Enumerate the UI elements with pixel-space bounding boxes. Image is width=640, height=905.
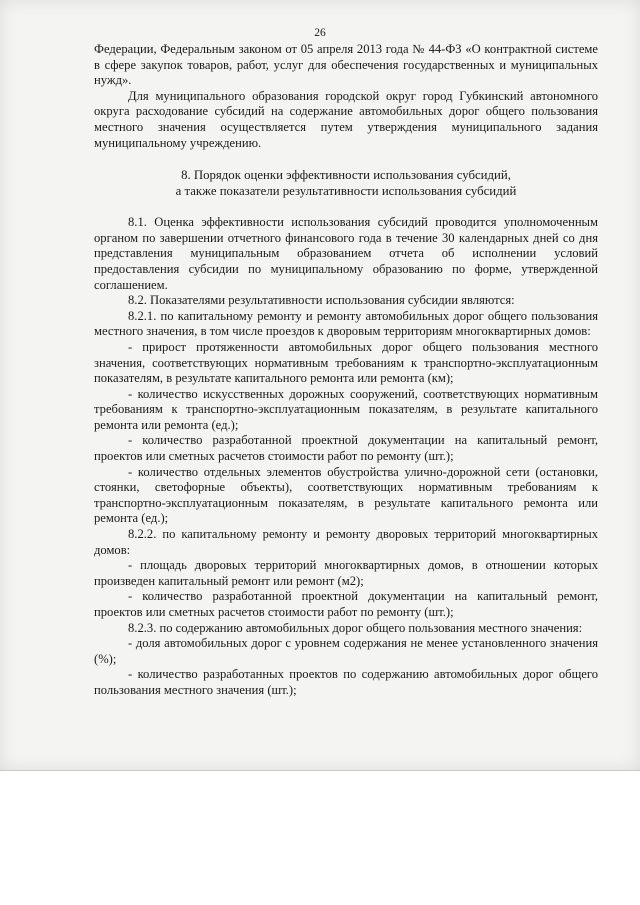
list-item: - количество разработанной проектной документации на капитальный ремонт, проектов или сметных расчетов стоимости работ по ремонту (шт.); [94, 589, 598, 619]
paragraph: Федерации, Федеральным законом от 05 апреля 2013 года № 44-ФЗ «О контрактной системе в сфере закупок товаров, работ, услуг для обеспечения государственных и муниципальных нужд». [94, 42, 598, 88]
list-item: - количество разработанной проектной документации на капитальный ремонт, проектов или сметных расчетов стоимости работ по ремонту (шт.); [94, 433, 598, 464]
section-heading [94, 167, 598, 199]
list-item: - количество разработанных проектов по содержанию автомобильных дорог общего пользования местного значения (шт.); [94, 667, 598, 697]
clause: 8.2. Показателями результативности использования субсидии являются: [128, 293, 515, 308]
clause: 8.1. Оценка эффективности использования субсидий проводится уполномоченным органом по завершении отчетного финансового года в течение 30 календарных дней со дня представления муниципальным образованием отчета об исполнении условий предоставления субсидии по муниципальному образованию по форме, утвержденной соглашением. [94, 215, 598, 292]
clause: 8.2.1. по капитальному ремонту и ремонту автомобильных дорог общего пользования местного значения, в том числе проездов к дворовым территориям многоквартирных домов: [94, 308, 598, 339]
list-item: - доля автомобильных дорог с уровнем содержания не менее установленного значения (%); [94, 636, 598, 666]
clause: 8.2.2. по капитальному ремонту и ремонту дворовых территорий многоквартирных домов: [94, 527, 598, 557]
page-number: 26 [314, 27, 326, 39]
list-item: - площадь дворовых территорий многоквартирных домов, в отношении которых произведен капитальный ремонт или ремонт (м2); [94, 558, 598, 588]
clause: 8.2.3. по содержанию автомобильных дорог общего пользования местного значения: [128, 620, 583, 635]
section-heading-line: а также показатели результативности использования субсидий [175, 184, 517, 199]
section-heading-line: 8. Порядок оценки эффективности использования субсидий, [181, 168, 511, 183]
paragraph: Для муниципального образования городской округ город Губкинский автономного округа расходование субсидий на содержание автомобильных дорог общего пользования местного значения осуществляется путем утверждения муниципального задания муниципальному учреждению. [94, 88, 598, 150]
document-body [94, 42, 598, 699]
list-item: - количество отдельных элементов обустройства улично-дорожной сети (остановки, стоянки, светофорные объекты), соответствующих нормативным требованиям к транспортно-эксплуатационным показателям, в результате капитального ремонта или ремонта (ед.); [94, 464, 598, 526]
blank-area [0, 771, 640, 905]
list-item: - количество искусственных дорожных сооружений, соответствующих нормативным требованиям к транспортно-эксплуатационным показателям, в результате капитального ремонта или ремонта (ед.); [94, 386, 598, 432]
list-item: - прирост протяженности автомобильных дорог общего пользования местного значения, соответствующих нормативным требованиям к транспортно-эксплуатационным показателям, в результате капитального ремонта или ремонта (км); [94, 339, 598, 386]
